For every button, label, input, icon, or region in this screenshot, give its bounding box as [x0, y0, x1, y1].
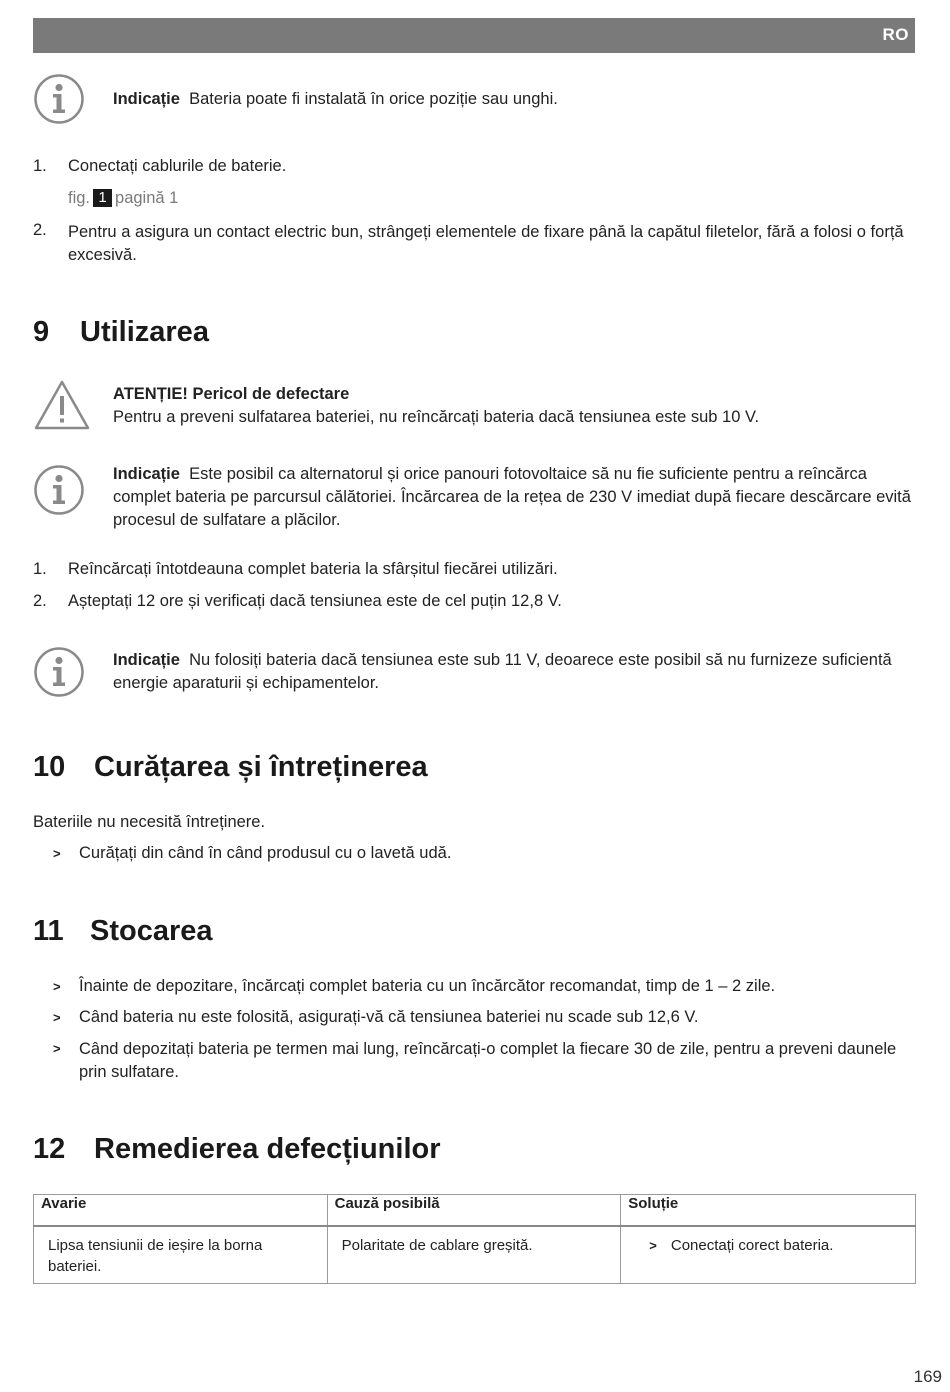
bullet-text: Curățați din când în când produsul cu o lavetă udă. — [79, 844, 452, 862]
figure-reference — [68, 189, 178, 208]
step-number: 1. — [33, 560, 47, 578]
column-header: Cauză posibilă — [327, 1195, 621, 1227]
section-heading-12 — [33, 1133, 441, 1166]
column-header: Avarie — [34, 1195, 328, 1227]
section-title: Utilizarea — [80, 316, 209, 348]
troubleshooting-table — [33, 1194, 916, 1284]
section-heading-9 — [33, 316, 209, 349]
header-bar — [33, 18, 915, 53]
page-number: 169 — [913, 1367, 942, 1386]
section-title: Stocarea — [90, 915, 213, 947]
table-cell-cause: Polaritate de cablare greșită. — [327, 1226, 621, 1284]
bullet-arrow: > — [649, 1238, 657, 1253]
step-text: Așteptați 12 ore și verificați dacă tensiunea este de cel puțin 12,8 V. — [68, 592, 562, 610]
note-text: Nu folosiți bateria dacă tensiunea este sub 11 V, deoarece este posibil să nu furnizeze suficientă energie aparaturii și echipamentelor. — [113, 651, 892, 692]
step-number: 1. — [33, 157, 47, 175]
info-icon — [33, 73, 85, 125]
bullet-arrow: > — [53, 979, 61, 994]
section-number: 11 — [33, 915, 64, 947]
info-icon — [33, 646, 85, 698]
bullet-text: Când bateria nu este folosită, asigurați-vă că tensiunea bateriei nu scade sub 12,6 V. — [79, 1008, 699, 1026]
section-number: 12 — [33, 1133, 66, 1165]
step-text: Conectați cablurile de baterie. — [68, 157, 287, 175]
step-text: Pentru a asigura un contact electric bun, strângeți elementele de fixare până la capătul filetelor, fără a folosi o forță excesivă. — [68, 223, 904, 264]
section-heading-10 — [33, 751, 428, 784]
note-text: Bateria poate fi instalată în orice poziție sau unghi. — [189, 90, 558, 108]
bullet-text: Înainte de depozitare, încărcați complet bateria cu un încărcător recomandat, timp de 1 – 2 zile. — [79, 977, 776, 995]
section-intro: Bateriile nu necesită întreținere. — [33, 813, 266, 831]
note-text: Este posibil ca alternatorul și orice panouri fotovoltaice să nu fie suficiente pentru a reîncărca complet bateria pe parcursul călătoriei. Încărcarea de la rețea de 230 V imediat după fiecare descărcare evită procesul de sulfatare a plăcilor. — [113, 465, 911, 529]
note-title: Indicație — [113, 465, 180, 483]
figure-page: pagină 1 — [115, 189, 179, 207]
bullet-arrow: > — [53, 1041, 61, 1056]
language-code: RO — [882, 25, 909, 44]
section-number: 10 — [33, 751, 66, 783]
step-number: 2. — [33, 221, 47, 239]
warning-text: Pentru a preveni sulfatarea bateriei, nu reîncărcați bateria dacă tensiunea este sub 10 V. — [113, 408, 760, 426]
step-text: Reîncărcați întotdeauna complet bateria la sfârșitul fiecărei utilizări. — [68, 560, 558, 578]
step-number: 2. — [33, 592, 47, 610]
figure-prefix: fig. — [68, 189, 91, 207]
note-title: Indicație — [113, 90, 180, 108]
section-title: Remedierea defecțiunilor — [94, 1133, 441, 1165]
warning-title: ATENȚIE! Pericol de defectare — [113, 385, 350, 403]
column-header: Soluție — [621, 1195, 916, 1227]
section-heading-11 — [33, 915, 213, 948]
table-header-row — [34, 1195, 916, 1227]
section-title: Curățarea și întreținerea — [94, 751, 428, 783]
solution-text: Conectați corect bateria. — [670, 1237, 834, 1254]
note-indicatie-charging — [113, 463, 913, 532]
note-indicatie-installation — [113, 88, 913, 111]
figure-number: 1 — [93, 189, 112, 207]
table-cell-solution — [621, 1226, 916, 1284]
bullet-arrow: > — [53, 846, 61, 861]
info-icon — [33, 464, 85, 516]
bullet-text: Când depozitați bateria pe termen mai lung, reîncărcați-o complet la fiecare 30 de zile, pentru a preveni daunele prin sulfatare. — [79, 1040, 897, 1081]
bullet-arrow: > — [53, 1010, 61, 1025]
note-indicatie-voltage — [113, 649, 913, 695]
warning-block — [113, 383, 913, 429]
table-row — [34, 1226, 916, 1284]
note-title: Indicație — [113, 651, 180, 669]
section-number: 9 — [33, 316, 50, 348]
warning-icon — [33, 379, 91, 431]
table-cell-fault: Lipsa tensiunii de ieșire la borna bateriei. — [34, 1226, 328, 1284]
